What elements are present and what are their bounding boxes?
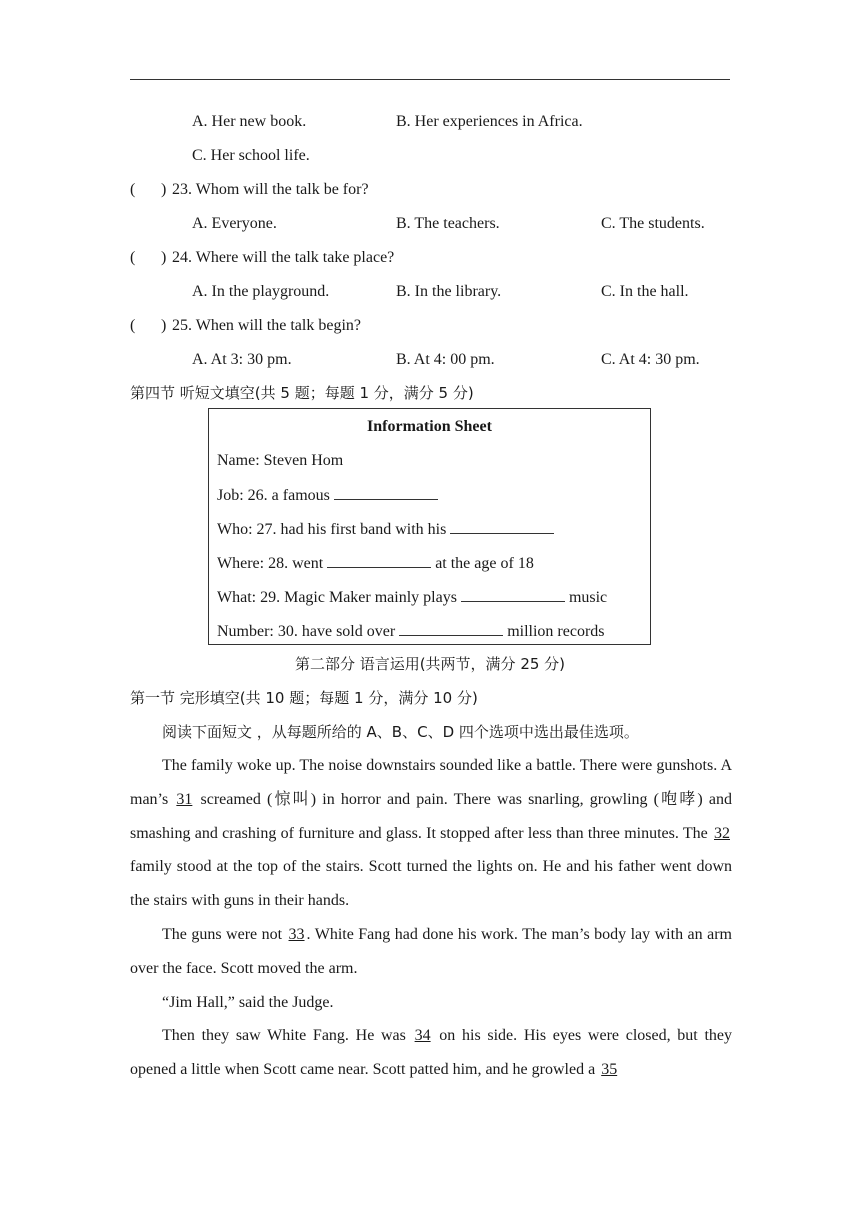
q23-paren-open: ( <box>130 181 136 198</box>
q25-option-c: C. At 4: 30 pm. <box>601 351 700 368</box>
answer-blank-30[interactable] <box>399 621 503 636</box>
info-where-suffix: at the age of 18 <box>435 555 534 572</box>
q22-option-c: C. Her school life. <box>192 147 310 164</box>
info-who <box>217 519 554 540</box>
passage-paragraph-3: “Jim Hall,” said the Judge. <box>162 993 334 1011</box>
blank-35[interactable]: 35 <box>601 1061 618 1079</box>
q24-paren-open: ( <box>130 249 136 266</box>
q23-option-a: A. Everyone. <box>192 215 277 232</box>
q22-option-a: A. Her new book. <box>192 113 307 130</box>
q23-option-b: B. The teachers. <box>396 215 500 232</box>
q24-text: 24. Where will the talk take place? <box>172 249 395 266</box>
info-who-label: Who: 27. had his first band with his <box>217 521 447 538</box>
q25-option-a: A. At 3: 30 pm. <box>192 351 292 368</box>
info-what-label: What: 29. Magic Maker mainly plays <box>217 589 457 606</box>
info-what <box>217 587 607 608</box>
passage-paragraph-4 <box>130 1019 732 1087</box>
header-rule <box>130 79 730 80</box>
q25-option-b: B. At 4: 00 pm. <box>396 351 495 368</box>
information-sheet <box>208 408 651 645</box>
q23-paren-close: ) <box>161 181 167 198</box>
information-sheet-title: Information Sheet <box>367 418 492 435</box>
blank-33[interactable]: 33 <box>288 925 305 943</box>
info-where <box>217 553 534 574</box>
p1-text-a: The family woke up. The noise downstairs sounded like a battle. There were gunshots. A man’s <box>130 757 732 808</box>
p4-text-b: on his side. His eyes were closed, but they opened a little when Scott came near. Scott patted him, and he growled a <box>130 1027 732 1079</box>
answer-blank-27[interactable] <box>450 519 554 534</box>
info-name: Name: Steven Hom <box>217 452 344 469</box>
p1-text-b: screamed (惊叫) in horror and pain. There was snarling, growling (咆哮) and smashing and crashing of furniture and glass. It stopped after less than three minutes. The <box>130 790 732 842</box>
info-number-label: Number: 30. have sold over <box>217 623 396 640</box>
p2-text-b: . White Fang had done his work. The man’s body lay with an arm over the face. Scott moved the arm. <box>130 925 732 977</box>
answer-blank-28[interactable] <box>327 553 431 568</box>
p1-text-c: family stood at the top of the stairs. Scott turned the lights on. He and his father went down the stairs with guns in their hands. <box>130 858 732 910</box>
p4-text-a: Then they saw White Fang. He was <box>162 1027 413 1045</box>
p2-text-a: The guns were not <box>162 925 287 943</box>
q22-option-b: B. Her experiences in Africa. <box>396 113 583 130</box>
blank-31[interactable]: 31 <box>176 790 193 808</box>
passage-paragraph-2 <box>130 918 732 986</box>
info-what-suffix: music <box>568 589 608 606</box>
info-number-suffix: million records <box>507 623 605 640</box>
info-job <box>217 485 438 506</box>
q24-option-c: C. In the hall. <box>601 283 689 300</box>
cloze-passage <box>130 749 732 1087</box>
q25-paren-close: ) <box>161 317 167 334</box>
section4-heading: 第四节 听短文填空(共 5 题；每题 1 分，满分 5 分) <box>130 384 474 402</box>
info-number <box>217 621 605 642</box>
cloze-instruction: 阅读下面短文 ，从每题所给的 A、B、C、D 四个选项中选出最佳选项。 <box>162 723 639 741</box>
blank-32[interactable]: 32 <box>714 824 730 842</box>
q25-text: 25. When will the talk begin? <box>172 317 361 334</box>
q23-text: 23. Whom will the talk be for? <box>172 181 369 198</box>
q25-paren-open: ( <box>130 317 136 334</box>
q24-option-b: B. In the library. <box>396 283 502 300</box>
passage-paragraph-1 <box>130 749 732 918</box>
info-job-label: Job: 26. a famous <box>217 487 330 504</box>
part2-heading: 第二部分 语言运用(共两节，满分 25 分) <box>294 655 566 673</box>
q24-option-a: A. In the playground. <box>192 283 330 300</box>
blank-34[interactable]: 34 <box>414 1027 431 1045</box>
answer-blank-29[interactable] <box>461 587 565 602</box>
info-where-label: Where: 28. went <box>217 555 324 572</box>
q23-option-c: C. The students. <box>601 215 705 232</box>
section1-heading: 第一节 完形填空(共 10 题；每题 1 分，满分 10 分) <box>130 689 478 707</box>
q24-paren-close: ) <box>161 249 167 266</box>
answer-blank-26[interactable] <box>334 485 438 500</box>
